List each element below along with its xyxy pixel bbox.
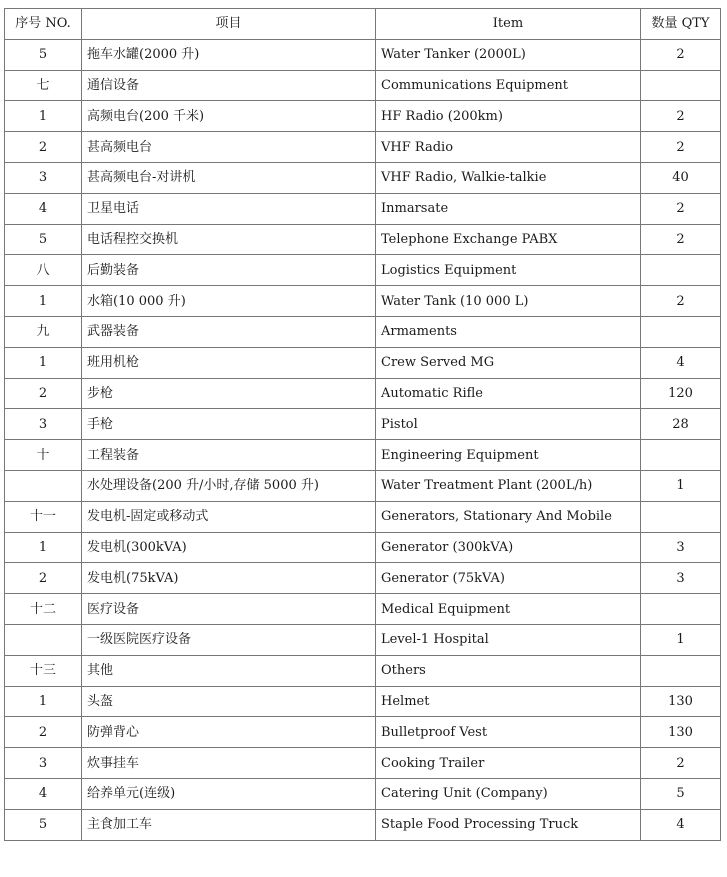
table-row	[5, 532, 721, 563]
table-row	[5, 286, 721, 317]
cell-qty: 2	[641, 748, 721, 779]
table-row	[5, 501, 721, 532]
cell-no: 5	[5, 224, 82, 255]
cell-no: 八	[5, 255, 82, 286]
table-row	[5, 193, 721, 224]
cell-qty: 130	[641, 717, 721, 748]
table-row	[5, 316, 721, 347]
table-row	[5, 470, 721, 501]
table-row	[5, 347, 721, 378]
cell-no: 3	[5, 748, 82, 779]
cell-item-en: Automatic Rifle	[376, 378, 641, 409]
cell-item-en: Catering Unit (Company)	[376, 778, 641, 809]
table-row	[5, 224, 721, 255]
table-row	[5, 594, 721, 625]
cell-no: 十一	[5, 501, 82, 532]
cell-no: 2	[5, 378, 82, 409]
equipment-table	[4, 8, 721, 841]
cell-item-cn: 甚高频电台-对讲机	[82, 162, 376, 193]
table-row	[5, 440, 721, 471]
cell-item-en: Water Tanker (2000L)	[376, 39, 641, 70]
cell-item-en: Telephone Exchange PABX	[376, 224, 641, 255]
cell-item-cn: 后勤装备	[82, 255, 376, 286]
cell-item-en: Inmarsate	[376, 193, 641, 224]
cell-item-cn: 一级医院医疗设备	[82, 624, 376, 655]
cell-qty	[641, 70, 721, 101]
cell-item-en: VHF Radio, Walkie-talkie	[376, 162, 641, 193]
table-row	[5, 809, 721, 840]
cell-item-cn: 班用机枪	[82, 347, 376, 378]
cell-qty: 4	[641, 347, 721, 378]
table-row	[5, 717, 721, 748]
cell-qty	[641, 655, 721, 686]
cell-no: 2	[5, 132, 82, 163]
cell-item-en: Helmet	[376, 686, 641, 717]
cell-item-cn: 炊事挂车	[82, 748, 376, 779]
cell-item-en: Generator (75kVA)	[376, 563, 641, 594]
cell-item-en: Engineering Equipment	[376, 440, 641, 471]
table-row	[5, 39, 721, 70]
cell-qty	[641, 594, 721, 625]
cell-item-cn: 武器装备	[82, 316, 376, 347]
cell-item-en: Communications Equipment	[376, 70, 641, 101]
cell-qty	[641, 501, 721, 532]
cell-qty: 2	[641, 132, 721, 163]
cell-qty: 2	[641, 39, 721, 70]
cell-qty: 3	[641, 532, 721, 563]
cell-no: 十三	[5, 655, 82, 686]
table-row	[5, 409, 721, 440]
cell-item-en: Logistics Equipment	[376, 255, 641, 286]
table-row	[5, 655, 721, 686]
cell-qty	[641, 255, 721, 286]
cell-no: 2	[5, 717, 82, 748]
cell-item-cn: 发电机(300kVA)	[82, 532, 376, 563]
cell-item-cn: 高频电台(200 千米)	[82, 101, 376, 132]
cell-item-cn: 发电机(75kVA)	[82, 563, 376, 594]
cell-no: 2	[5, 563, 82, 594]
cell-qty: 2	[641, 286, 721, 317]
cell-item-en: Water Tank (10 000 L)	[376, 286, 641, 317]
cell-item-en: Cooking Trailer	[376, 748, 641, 779]
cell-qty: 4	[641, 809, 721, 840]
cell-item-cn: 主食加工车	[82, 809, 376, 840]
cell-item-en: Armaments	[376, 316, 641, 347]
cell-no: 七	[5, 70, 82, 101]
cell-qty	[641, 316, 721, 347]
cell-item-cn: 拖车水罐(2000 升)	[82, 39, 376, 70]
table-row	[5, 748, 721, 779]
cell-item-cn: 步枪	[82, 378, 376, 409]
cell-qty: 28	[641, 409, 721, 440]
cell-qty: 2	[641, 224, 721, 255]
header-row	[5, 9, 721, 40]
cell-no: 3	[5, 409, 82, 440]
cell-no: 九	[5, 316, 82, 347]
cell-no: 5	[5, 809, 82, 840]
table-row	[5, 132, 721, 163]
cell-no: 1	[5, 686, 82, 717]
cell-item-cn: 手枪	[82, 409, 376, 440]
cell-item-cn: 给养单元(连级)	[82, 778, 376, 809]
cell-qty	[641, 440, 721, 471]
cell-no: 1	[5, 286, 82, 317]
cell-item-cn: 头盔	[82, 686, 376, 717]
cell-qty: 120	[641, 378, 721, 409]
cell-qty: 1	[641, 624, 721, 655]
cell-item-cn: 水处理设备(200 升/小时,存储 5000 升)	[82, 470, 376, 501]
cell-qty: 5	[641, 778, 721, 809]
cell-item-cn: 甚高频电台	[82, 132, 376, 163]
cell-qty: 40	[641, 162, 721, 193]
cell-item-cn: 卫星电话	[82, 193, 376, 224]
cell-no: 1	[5, 101, 82, 132]
cell-item-en: HF Radio (200km)	[376, 101, 641, 132]
cell-no: 十	[5, 440, 82, 471]
cell-no: 5	[5, 39, 82, 70]
header-no: 序号 NO.	[5, 9, 82, 40]
cell-item-en: Generators, Stationary And Mobile	[376, 501, 641, 532]
cell-item-cn: 发电机-固定或移动式	[82, 501, 376, 532]
cell-item-en: Generator (300kVA)	[376, 532, 641, 563]
cell-no: 4	[5, 778, 82, 809]
cell-item-cn: 水箱(10 000 升)	[82, 286, 376, 317]
cell-no: 3	[5, 162, 82, 193]
cell-item-cn: 防弹背心	[82, 717, 376, 748]
cell-item-en: VHF Radio	[376, 132, 641, 163]
table-row	[5, 378, 721, 409]
cell-item-en: Pistol	[376, 409, 641, 440]
cell-no	[5, 470, 82, 501]
table-row	[5, 70, 721, 101]
cell-item-cn: 电话程控交换机	[82, 224, 376, 255]
table-row	[5, 624, 721, 655]
cell-item-en: Others	[376, 655, 641, 686]
cell-qty: 3	[641, 563, 721, 594]
cell-no: 4	[5, 193, 82, 224]
cell-item-cn: 医疗设备	[82, 594, 376, 625]
cell-item-en: Water Treatment Plant (200L/h)	[376, 470, 641, 501]
cell-item-en: Staple Food Processing Truck	[376, 809, 641, 840]
cell-no: 十二	[5, 594, 82, 625]
header-item-cn: 项目	[82, 9, 376, 40]
table-row	[5, 563, 721, 594]
cell-item-en: Level-1 Hospital	[376, 624, 641, 655]
header-item-en: Item	[376, 9, 641, 40]
cell-item-cn: 通信设备	[82, 70, 376, 101]
table-row	[5, 255, 721, 286]
cell-item-en: Bulletproof Vest	[376, 717, 641, 748]
cell-qty: 130	[641, 686, 721, 717]
table-row	[5, 686, 721, 717]
cell-item-cn: 工程装备	[82, 440, 376, 471]
cell-item-en: Crew Served MG	[376, 347, 641, 378]
cell-qty: 1	[641, 470, 721, 501]
cell-no: 1	[5, 347, 82, 378]
cell-no	[5, 624, 82, 655]
table-row	[5, 101, 721, 132]
cell-item-en: Medical Equipment	[376, 594, 641, 625]
table-row	[5, 162, 721, 193]
cell-item-cn: 其他	[82, 655, 376, 686]
cell-qty: 2	[641, 193, 721, 224]
cell-no: 1	[5, 532, 82, 563]
cell-qty: 2	[641, 101, 721, 132]
table-row	[5, 778, 721, 809]
header-qty: 数量 QTY	[641, 9, 721, 40]
